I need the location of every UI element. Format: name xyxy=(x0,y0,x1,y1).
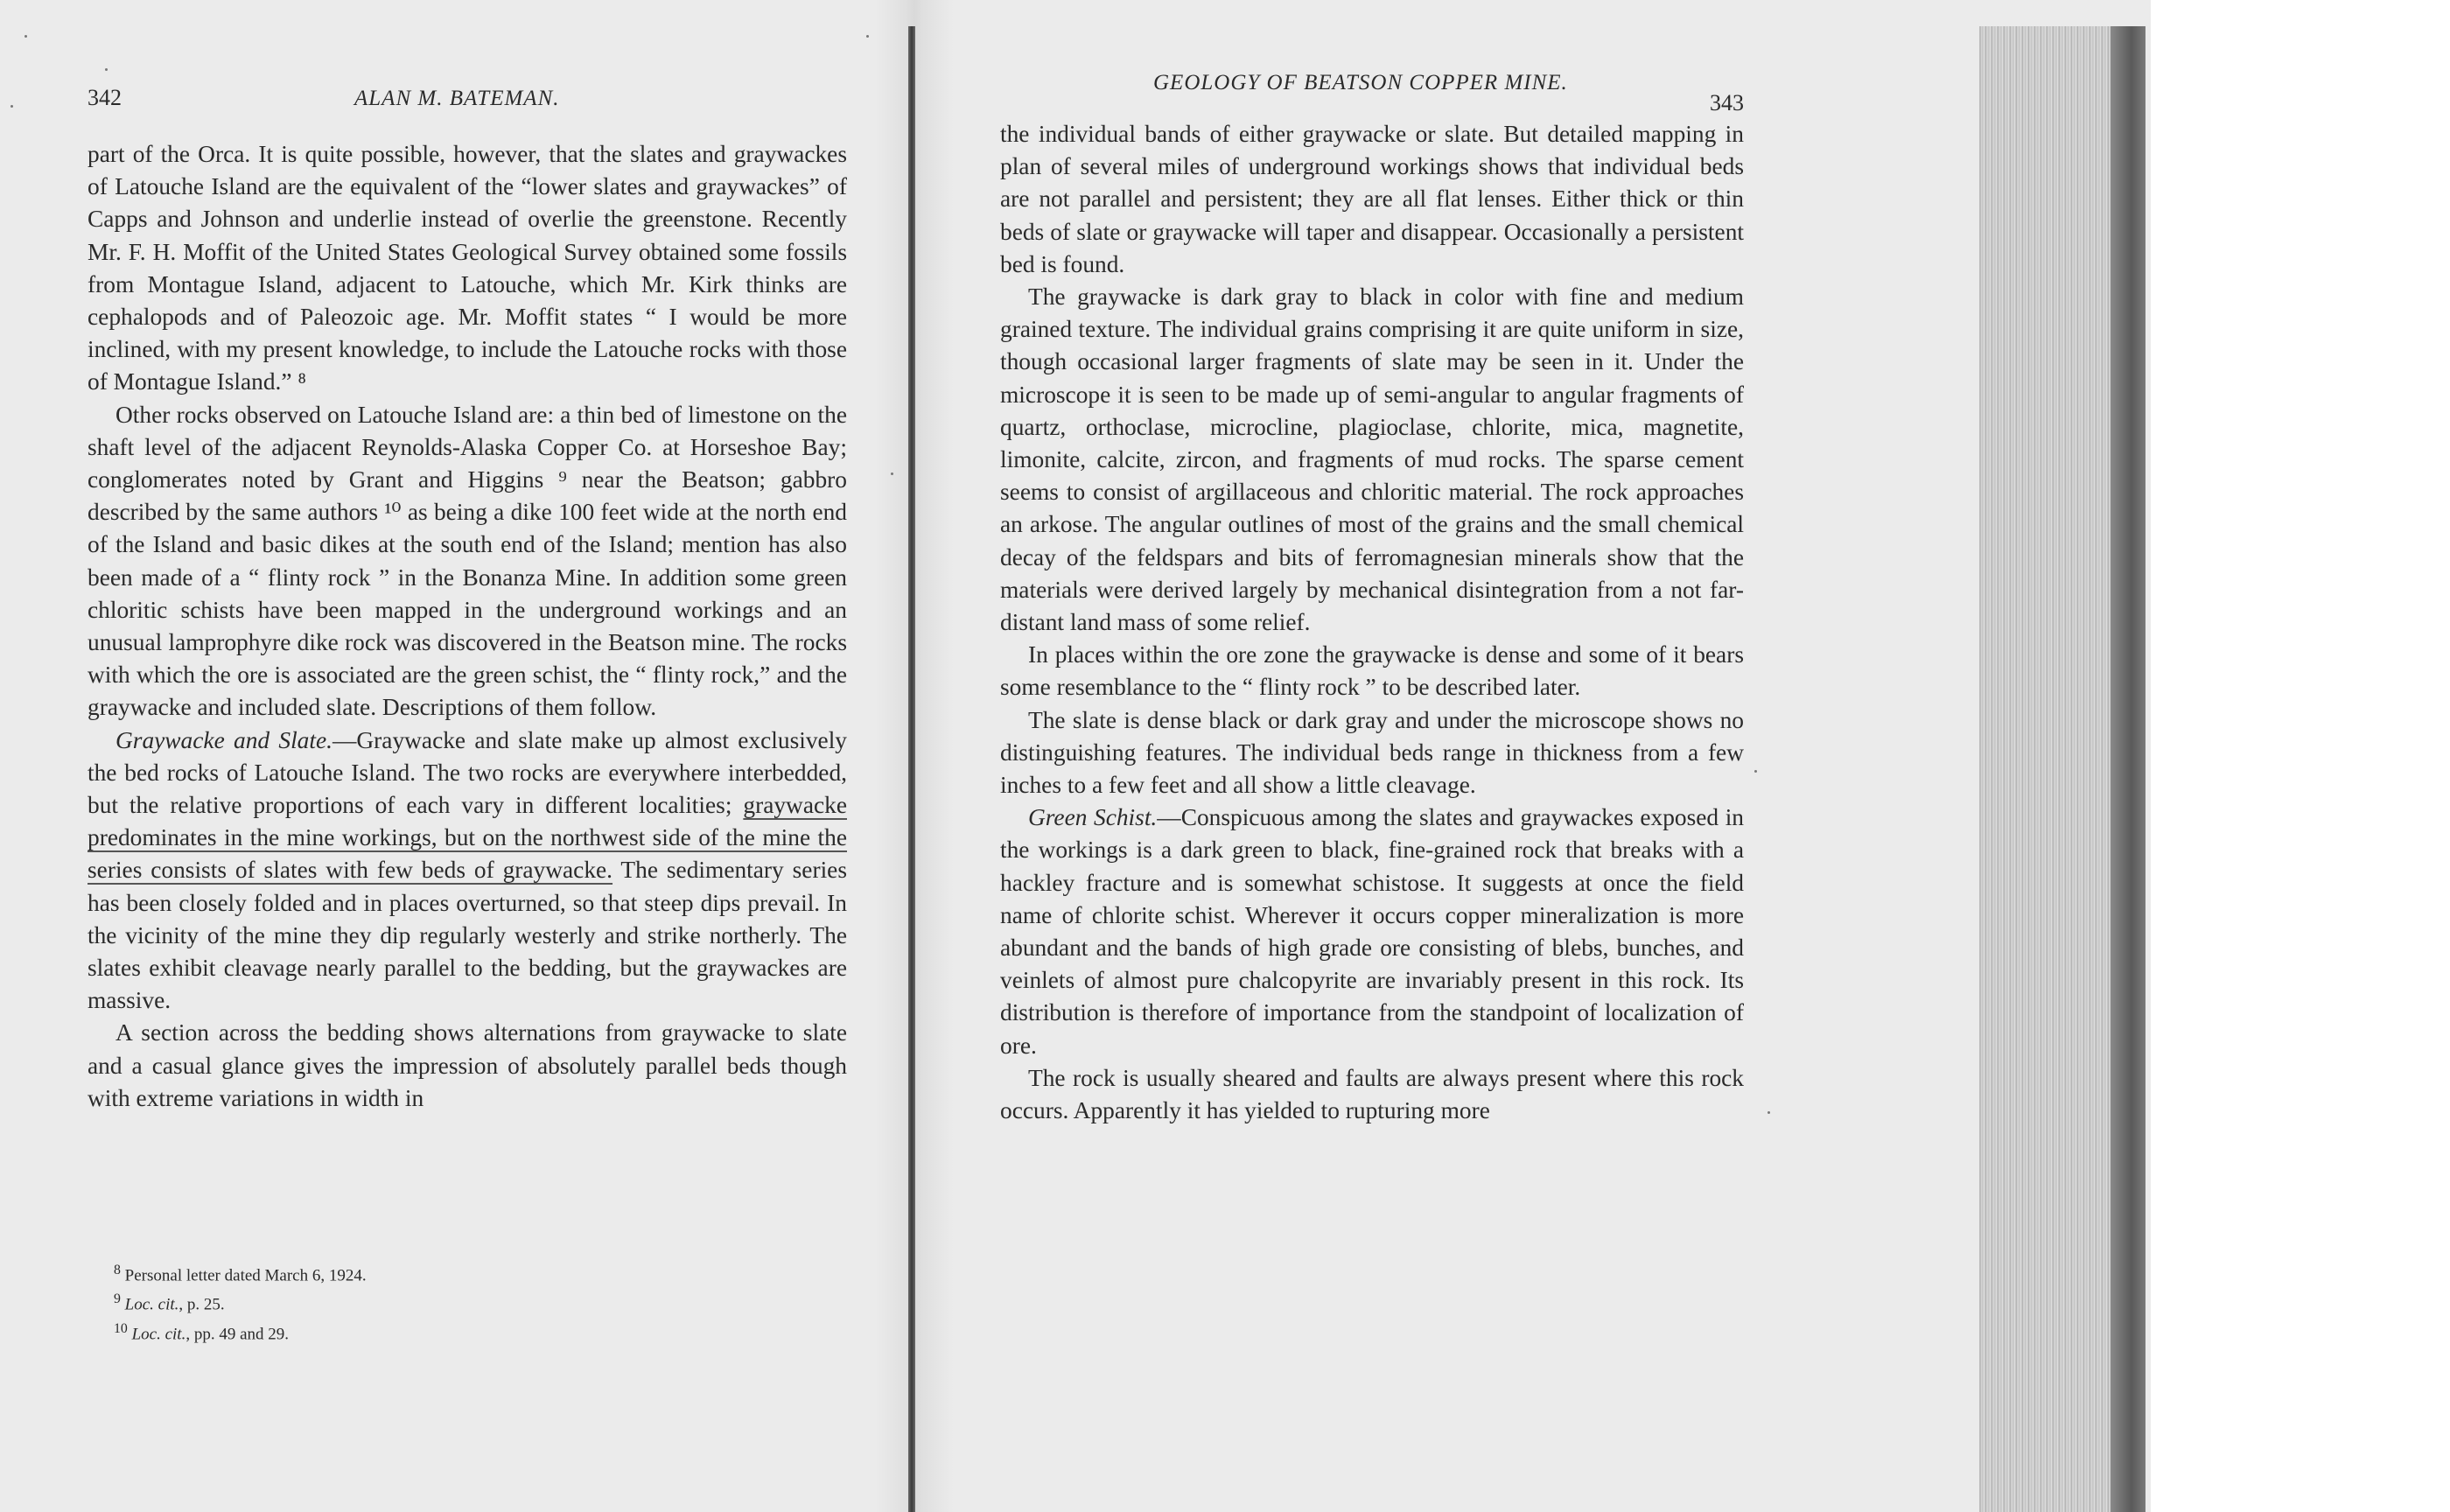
green-schist-text: —Conspicuous among the slates and graywackes exposed in the workings is a dark green to black, fine-grained rock that breaks with a hackley fracture and is somewhat schistose. It suggests at once the field name of chlorite schist. Wherever it occurs copper mineralization is more abundant and the bands of high grade ore consisting of blebs, bunches, and veinlets of almost pure chalcopyrite are invariably present in this rock. Its distribution is therefore of importance from the standpoint of localization of ore. xyxy=(1000,804,1744,1059)
footnote-number: 8 xyxy=(114,1263,121,1278)
footnote-citation: Loc. cit. xyxy=(124,1295,179,1314)
right-paragraph-green-schist xyxy=(1000,802,1744,1062)
left-footnotes xyxy=(114,1258,847,1346)
section-heading-graywacke-slate: Graywacke and Slate. xyxy=(116,726,332,753)
left-body xyxy=(88,138,847,1115)
left-running-head xyxy=(88,83,847,118)
footnote-number: 10 xyxy=(114,1320,128,1336)
footnote-9 xyxy=(114,1287,847,1316)
left-page-number: 342 xyxy=(88,85,122,110)
footnote-number: 9 xyxy=(114,1292,121,1307)
right-paragraph-1: the individual bands of either graywacke or slate. But detailed mapping in plan of several miles of underground workings shows that individual beds are not parallel and persistent; they are all flat lenses. Either thick or thin beds of slate or graywacke will taper and disappear. Occasionally a persistent bed is found. xyxy=(1000,121,1744,277)
right-running-head xyxy=(1000,71,1744,118)
right-paragraph-6: The rock is usually sheared and faults are always present where this rock occurs. Apparently it has yielded to rupturing more xyxy=(1000,1064,1744,1124)
left-paragraph-graywacke-slate xyxy=(88,724,847,1018)
right-page-number: 343 xyxy=(1710,90,1744,116)
footnote-8 xyxy=(114,1258,847,1287)
footnote-text: Personal letter dated March 6, 1924. xyxy=(124,1266,367,1285)
graywacke-slate-text-before: —Graywacke and slate make up almost exclusively the bed rocks of Latouche Island. The two rocks are everywhere interbedded, but the relative proportions of each vary in different localities; xyxy=(88,726,847,819)
graywacke-slate-text-after: The sedimentary series has been closely folded and in places overturned, so that steep dips prevail. In the vicinity of the mine they dip regularly westerly and strike northerly. The slates exhibit cleavage nearly parallel to the bedding, but the graywackes are massive. xyxy=(88,857,847,1014)
footnote-text: , p. 25. xyxy=(178,1295,225,1314)
left-paragraph-4: A section across the bedding shows alternations from graywacke to slate and a casual glance gives the impression of absolutely parallel beds though with extreme variations in width in xyxy=(88,1019,847,1111)
right-paragraph-2: The graywacke is dark gray to black in color with fine and medium grained texture. The individual grains comprising it are quite uniform in size, though occasional larger fragments of slate may be seen in it. Under the microscope it is seen to be made up of semi-angular to angular fragments of quartz, orthoclase, microcline, plagioclase, chlorite, mica, magnetite, limonite, calcite, zircon, and fragments of mud rocks. The sparse cement seems to consist of argillaceous and chloritic material. The rock approaches an arkose. The angular outlines of most of the grains and the small chemical decay of the feldspars and bits of ferromagnesian minerals show that the materials were derived largely by mechanical disintegration from a not far-distant land mass of some relief. xyxy=(1000,284,1744,636)
left-paragraph-1: part of the Orca. It is quite possible, however, that the slates and graywackes of Latouche Island are the equivalent of the “lower slates and graywackes” of Capps and Johnson and underlie instead of overlie the greenstone. Recently Mr. F. H. Moffit of the United States Geological Survey obtained some fossils from Montague Island, adjacent to Latouche, which Mr. Kirk thinks are cephalopods and of Paleozoic age. Mr. Moffit states “ I would be more inclined, with my present knowledge, to include the Latouche rocks with those of Montague Island.” ⁸ xyxy=(88,141,847,396)
left-paragraph-2: Other rocks observed on Latouche Island are: a thin bed of limestone on the shaft level of the adjacent Reynolds-Alaska Copper Co. at Horseshoe Bay; conglomerates noted by Grant and Higgins ⁹ near the Beatson; gabbro described by the same authors ¹⁰ as being a dike 100 feet wide at the north end of the Island and basic dikes at the south end of the Island; mention has also been made of a “ flinty rock ” in the Bonanza Mine. In addition some green chloritic schists have been mapped in the underground workings and an unusual lamprophyre dike rock was discovered in the Beatson mine. The rocks with which the ore is associated are the green schist, the “ flinty rock,” and the graywacke and included slate. Descriptions of them follow. xyxy=(88,401,847,721)
right-paragraph-4: The slate is dense black or dark gray and under the microscope shows no distinguishing features. The individual beds range in thickness from a few inches to a few feet and all show a little cleavage. xyxy=(1000,706,1744,799)
footnote-citation: Loc. cit. xyxy=(131,1324,186,1343)
page-edges xyxy=(1979,26,2146,1512)
section-heading-green-schist: Green Schist. xyxy=(1028,804,1158,831)
book-gutter xyxy=(908,26,915,1512)
underlined-passage: graywacke predominates in the mine workings, but on the northwest side of the mine the series consists of slates with few beds of graywacke. xyxy=(88,792,847,884)
right-running-title: GEOLOGY OF BEATSON COPPER MINE. xyxy=(1153,71,1568,94)
left-running-title: ALAN M. BATEMAN. xyxy=(354,87,560,110)
footnote-10 xyxy=(114,1317,847,1346)
right-paragraph-3: In places within the ore zone the graywacke is dense and some of it bears some resemblance to the “ flinty rock ” to be described later. xyxy=(1000,641,1744,701)
footnote-text: , pp. 49 and 29. xyxy=(186,1324,290,1343)
right-body xyxy=(1000,118,1744,1127)
